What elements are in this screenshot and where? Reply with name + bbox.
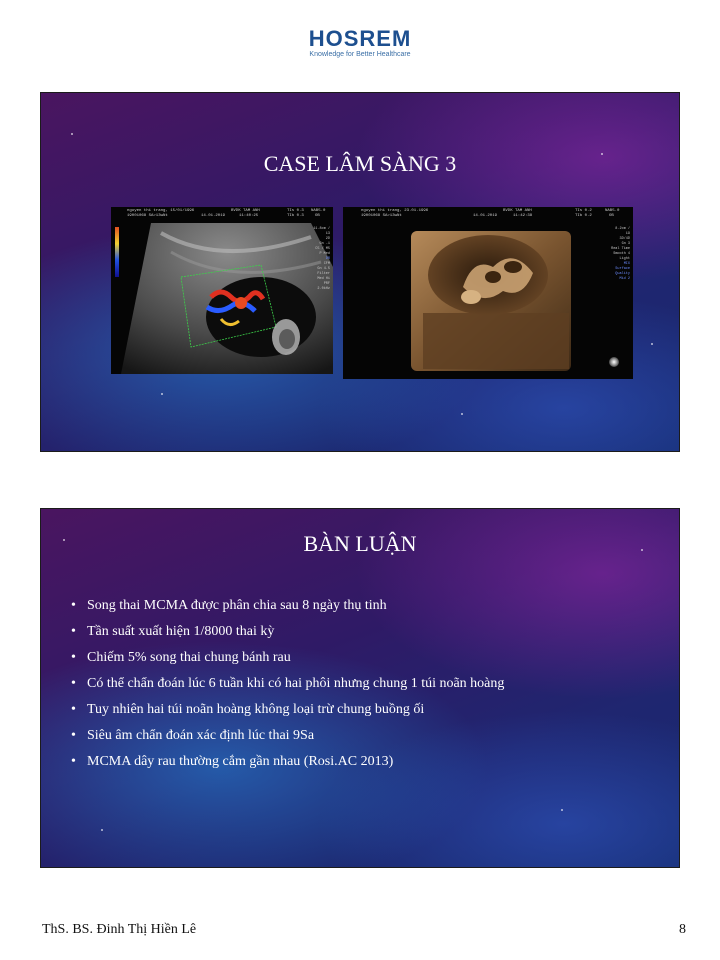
- doppler-scan-graphic: [111, 207, 333, 374]
- star-decoration: [651, 343, 653, 345]
- scan-param: Gn 3: [621, 242, 630, 246]
- scan-param: DR: [325, 257, 330, 261]
- scan-param: Quality Mid 2: [615, 272, 630, 281]
- bullet-item: • Tuy nhiên hai túi noãn hoàng không loại trừ chung buồng ối: [69, 697, 504, 723]
- bullet-item: • MCMA dây rau thường cắm gần nhau (Rosi.AC 2013): [69, 749, 504, 775]
- scan-patient: nguyen thi trang, 15/01/1996: [127, 209, 195, 213]
- ultrasound-3d-image: [343, 207, 633, 379]
- scan-param: Med Hi: [317, 277, 330, 281]
- scan-id: 19001068 SA>13wNt: [127, 214, 168, 218]
- logo-wordmark: HOSREM: [308, 26, 412, 51]
- logo-tagline: Knowledge for Better Healthcare: [309, 51, 411, 58]
- scan-param: 11.8cm / 13: [313, 227, 330, 236]
- star-decoration: [101, 829, 103, 831]
- scan-hospital: BVDK TAM ANH: [503, 209, 532, 213]
- slide-discussion: [40, 508, 680, 868]
- hosrem-logo: [300, 26, 420, 66]
- scan-header: [111, 207, 333, 223]
- star-decoration: [71, 133, 73, 135]
- scan-param: MIX Surface: [615, 262, 630, 271]
- scan-patient: nguyen thi trang, 23.01.1996: [361, 209, 429, 213]
- scan-tis: TIs 0.2: [575, 209, 592, 213]
- scan-date: 14.01.2019: [201, 214, 226, 218]
- bullet-item: • Có thể chẩn đoán lúc 6 tuần khi có hai phôi nhưng chung 1 túi noãn hoàng: [69, 671, 504, 697]
- scan-mode: OB: [315, 214, 320, 218]
- scan-param: Gn -1: [319, 242, 330, 246]
- bullet-item: • Siêu âm chẩn đoán xác định lúc thai 9Sa: [69, 723, 504, 749]
- bullet-item: • Song thai MCMA được phân chia sau 8 ngày thụ tinh: [69, 593, 504, 619]
- scan-param: Smooth 4: [613, 252, 630, 256]
- scan-tis: TIs 0.3: [287, 209, 304, 213]
- bullet-item: • Chiếm 5% song thai chung bánh rau: [69, 645, 504, 671]
- scan-parameters: [310, 227, 330, 292]
- ultrasound-doppler-image: [111, 207, 333, 374]
- discussion-bullet-list: [69, 593, 504, 775]
- slide-title: CASE LÂM SÀNG 3: [263, 151, 457, 176]
- scan-date: 14.01.2019: [473, 214, 498, 218]
- page-number: 8: [679, 922, 686, 937]
- scan-tib: TIb 0.3: [287, 214, 304, 218]
- trackball-icon: [609, 357, 619, 367]
- doppler-color-scale: [115, 227, 119, 277]
- scan-param: Real Time: [611, 247, 630, 251]
- star-decoration: [161, 393, 163, 395]
- bullet-item: • Tần suất xuất hiện 1/8000 thai kỳ: [69, 619, 504, 645]
- scan-time: 11:40:25: [239, 214, 259, 218]
- scan-header: [343, 207, 633, 223]
- footer-author: ThS. BS. Đinh Thị Hiền Lê: [42, 922, 197, 937]
- star-decoration: [461, 413, 463, 415]
- slide-case-study: [40, 92, 680, 452]
- scan-param: C5 / M5: [315, 247, 330, 251]
- scan-param: 8.2cm / 19: [615, 227, 630, 236]
- scan-param: Filter: [317, 272, 330, 276]
- slide-title: BÀN LUẬN: [303, 531, 417, 556]
- scan-mode: OB: [609, 214, 614, 218]
- scan-probe: NAB5.0: [605, 209, 620, 213]
- scan-param: 3D/4D: [619, 237, 630, 241]
- scan-param: Gn 4.5: [317, 267, 330, 271]
- scan-tib: TIb 0.2: [575, 214, 592, 218]
- 3d-render-graphic: [343, 207, 633, 379]
- scan-param: PRF 2.0kHz: [317, 282, 330, 291]
- scan-param: Light: [619, 257, 630, 261]
- scan-param: 2D: [325, 237, 330, 241]
- scan-param: CFM: [323, 262, 330, 266]
- scan-param: P Med: [319, 252, 330, 256]
- scan-parameters: [610, 227, 630, 282]
- star-decoration: [561, 809, 563, 811]
- scan-probe: NAB5.0: [311, 209, 326, 213]
- scan-hospital: BVDK TAM ANH: [231, 209, 260, 213]
- scan-time: 11:42:38: [513, 214, 533, 218]
- scan-id: 19001068 SA>13wNt: [361, 214, 402, 218]
